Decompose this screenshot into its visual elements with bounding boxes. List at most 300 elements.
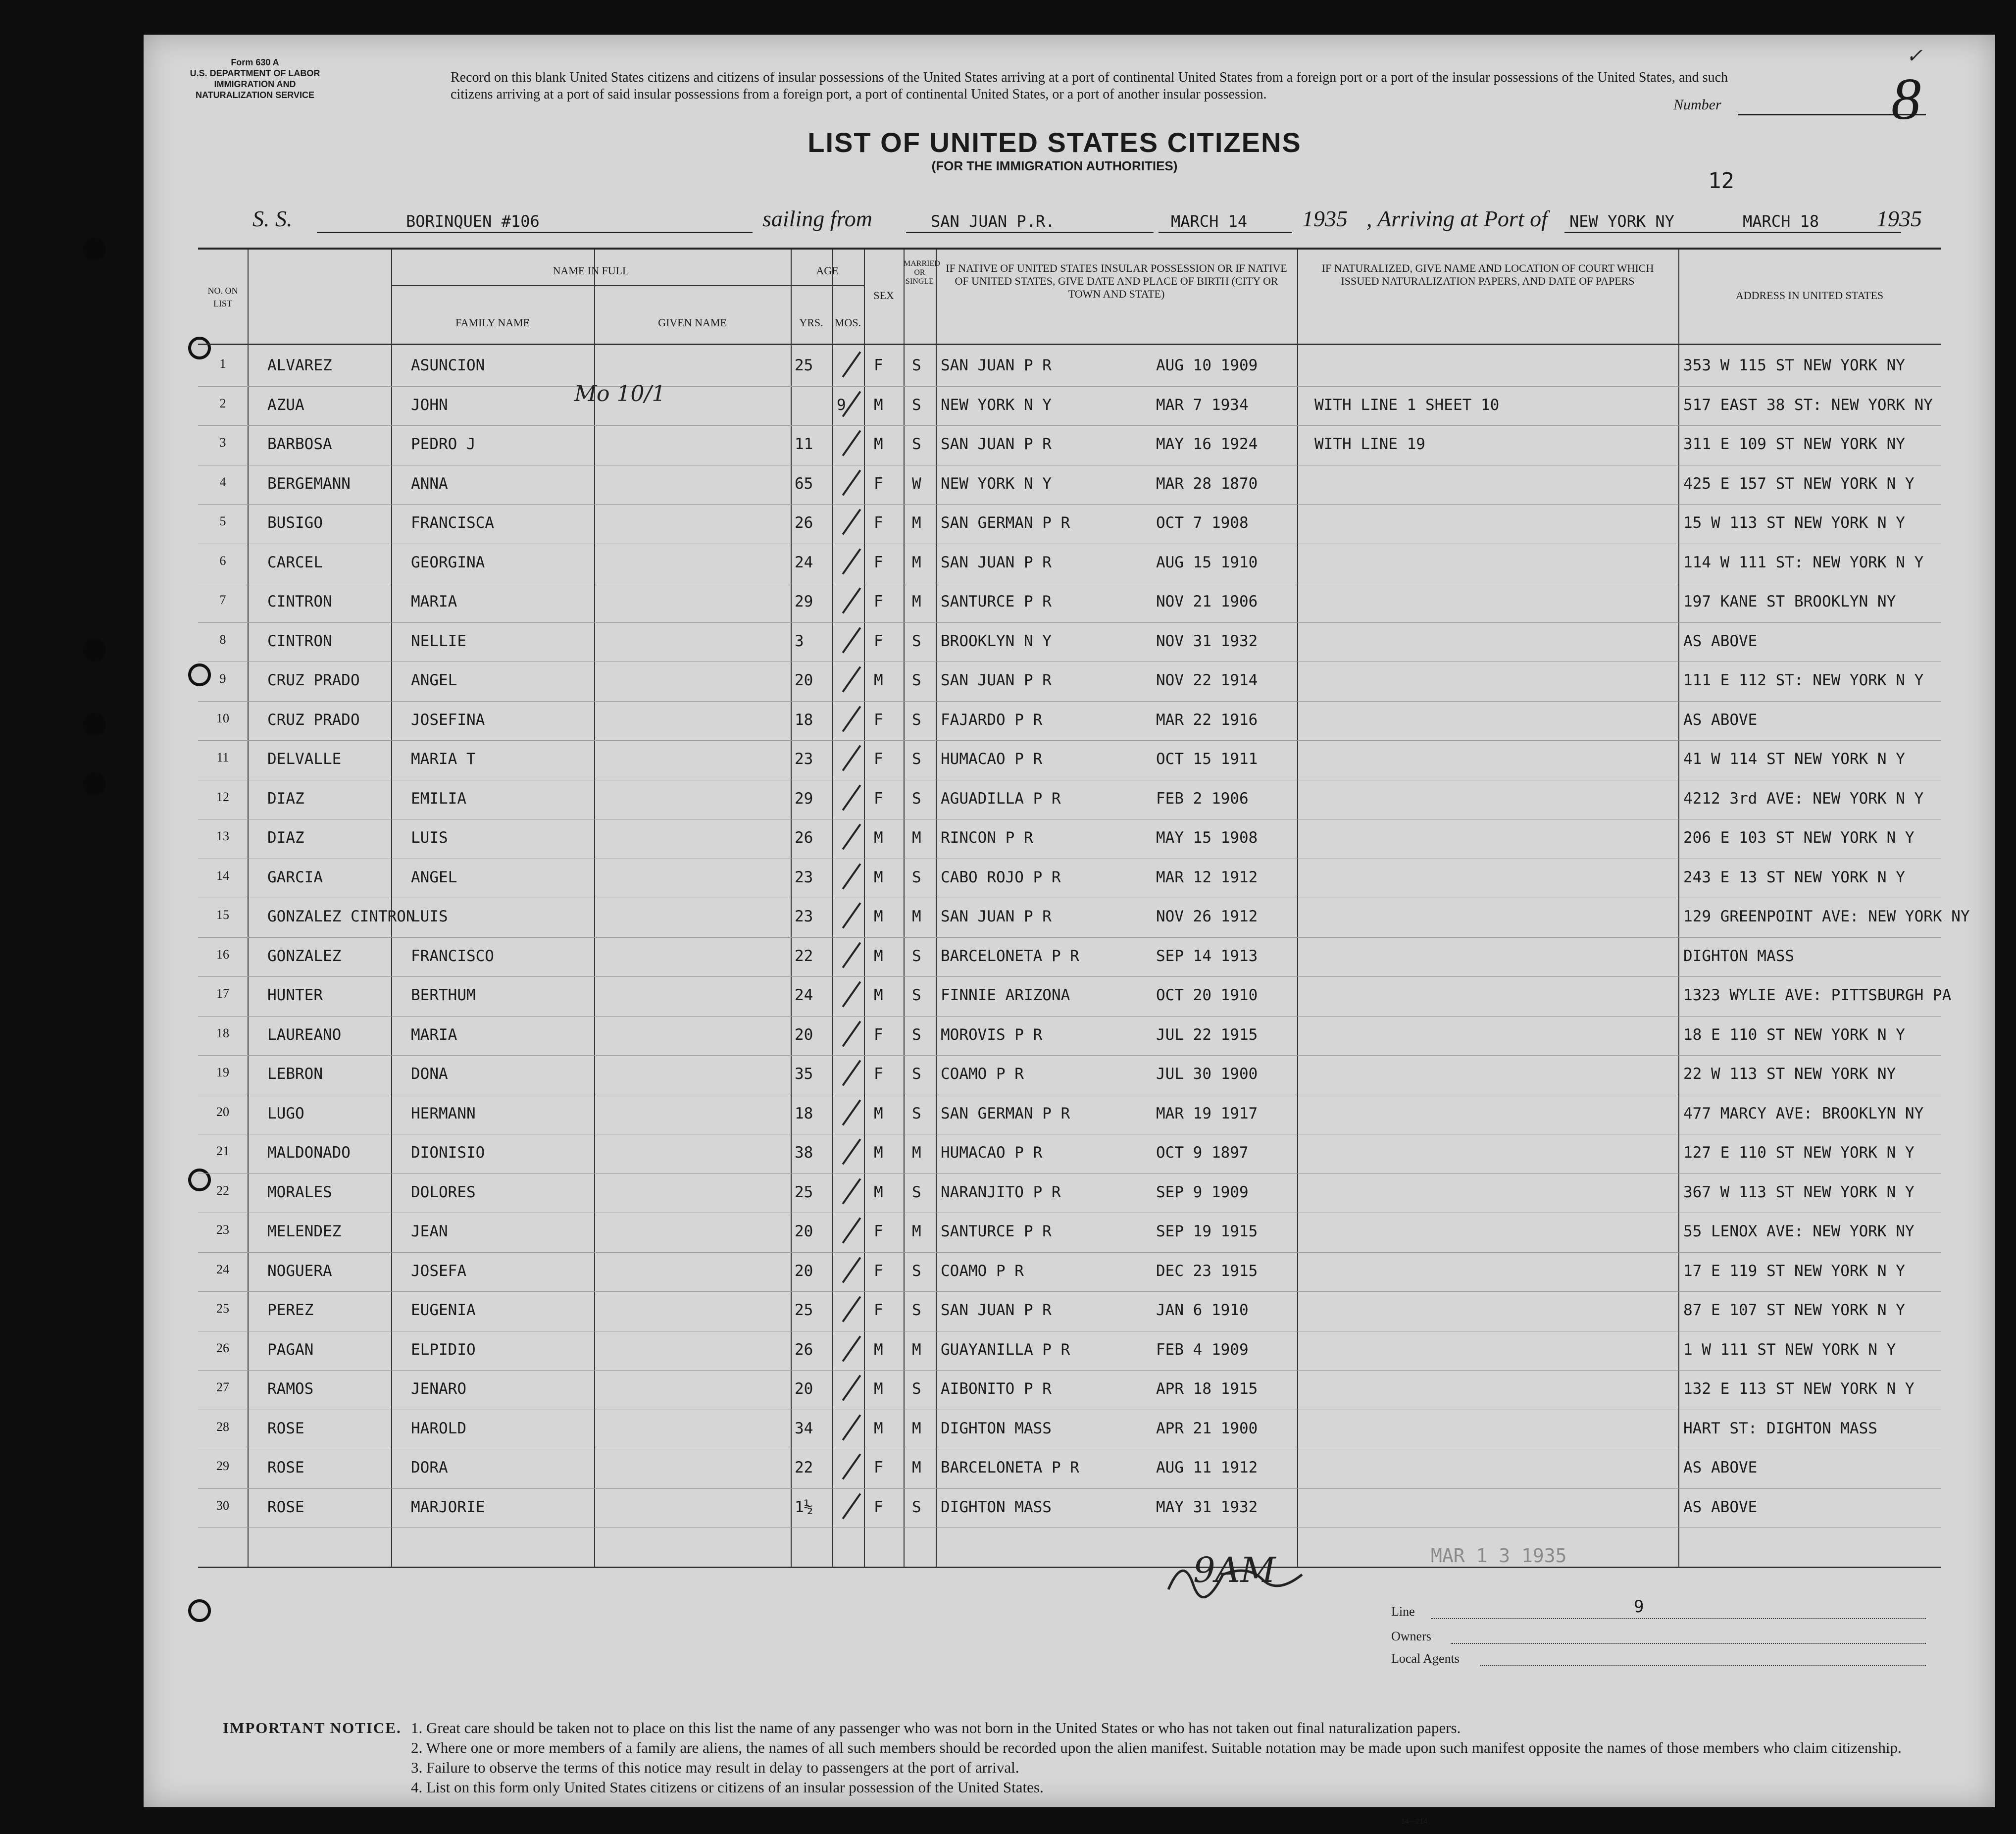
cell-addr: 4212 3rd AVE: NEW YORK N Y (1683, 789, 1924, 808)
cell-sex: M (874, 908, 883, 925)
cell-given: HERMANN (411, 1104, 476, 1122)
cell-date: SEP 14 1913 (1156, 947, 1258, 965)
line-value: 9 (1634, 1597, 1644, 1617)
cell-addr: 1323 WYLIE AVE: PITTSBURGH PA (1683, 986, 1952, 1004)
row-number: 23 (216, 1223, 229, 1237)
check-tick (842, 1099, 861, 1125)
cell-addr: AS ABOVE (1683, 711, 1758, 729)
cell-yrs: 25 (795, 1301, 813, 1319)
cell-addr: 55 LENOX AVE: NEW YORK NY (1683, 1223, 1915, 1240)
row-number: 12 (216, 789, 229, 804)
cell-sex: M (874, 1183, 883, 1201)
cell-addr: 127 E 110 ST NEW YORK N Y (1683, 1144, 1915, 1162)
cell-given: ELPIDIO (411, 1340, 476, 1359)
check-mark: ✓ (1906, 45, 1923, 67)
cell-place: HUMACAO P R (941, 1144, 1043, 1162)
cell-given: ANNA (411, 474, 448, 493)
department-line-3: NATURALIZATION SERVICE (195, 90, 314, 100)
table-row (198, 976, 1952, 1016)
binder-hole (83, 238, 106, 260)
cell-family: LEBRON (267, 1065, 323, 1083)
cell-addr: 1 W 111 ST NEW YORK N Y (1683, 1340, 1896, 1359)
row-number: 14 (216, 868, 229, 883)
manifest-page (144, 35, 1995, 1825)
check-tick (842, 863, 861, 889)
passenger-table (198, 248, 1970, 1568)
page-subtitle: (FOR THE IMMIGRATION AUTHORITIES) (931, 158, 1178, 173)
cell-date: MAR 12 1912 (1156, 868, 1258, 886)
check-tick (842, 784, 861, 811)
table-row (198, 1173, 1941, 1213)
cell-family: MALDONADO (267, 1144, 351, 1162)
cell-place: SAN JUAN P R (941, 671, 1052, 689)
check-tick (842, 1453, 861, 1479)
cell-ms: S (912, 750, 921, 768)
check-tick (842, 1257, 861, 1283)
cell-addr: AS ABOVE (1683, 1459, 1758, 1477)
cell-sex: M (874, 1419, 883, 1437)
table-row (198, 622, 1941, 662)
cell-family: CARCEL (267, 553, 323, 571)
row-number: 9 (219, 671, 226, 686)
cell-sex: M (874, 1380, 883, 1398)
cell-given: EMILIA (411, 789, 466, 808)
cell-place: SAN JUAN P R (941, 1301, 1052, 1319)
cell-date: JUL 22 1915 (1156, 1025, 1258, 1044)
row-number: 7 (219, 593, 226, 607)
line-label: Line (1391, 1604, 1415, 1619)
col-header-age: AGE (816, 264, 839, 277)
cell-addr: 15 W 113 ST NEW YORK N Y (1683, 514, 1905, 532)
row-number: 2 (219, 396, 226, 410)
cell-family: CINTRON (267, 593, 332, 611)
cell-sex: F (874, 750, 883, 768)
cell-ms: S (912, 947, 921, 965)
table-row (198, 465, 1941, 505)
cell-yrs: 25 (795, 357, 813, 374)
cell-place: NEW YORK N Y (941, 474, 1052, 493)
cell-ms: M (912, 1223, 921, 1240)
table-row (198, 1291, 1941, 1331)
table-row (198, 819, 1941, 859)
row-number: 11 (216, 750, 229, 764)
cell-place: FAJARDO P R (941, 711, 1043, 729)
col-header-address: ADDRESS IN UNITED STATES (1735, 289, 1884, 302)
cell-yrs: 18 (795, 711, 813, 729)
cell-addr: 41 W 114 ST NEW YORK N Y (1683, 750, 1905, 768)
from-line (906, 232, 1154, 233)
row-number: 16 (216, 947, 229, 962)
cell-sex: F (874, 553, 883, 571)
cell-yrs: 20 (795, 1223, 813, 1240)
row-number: 15 (216, 908, 229, 922)
check-tick (842, 548, 861, 574)
page-title: LIST OF UNITED STATES CITIZENS (807, 127, 1302, 158)
cell-place: CABO ROJO P R (941, 868, 1061, 886)
cell-family: CRUZ PRADO (267, 671, 360, 689)
cell-ms: S (912, 1380, 921, 1398)
cell-family: DIAZ (267, 789, 304, 808)
cell-ms: M (912, 829, 921, 847)
cell-ms: S (912, 986, 921, 1004)
table-row (198, 859, 1941, 898)
cell-place: BARCELONETA P R (941, 1459, 1079, 1477)
cell-addr: AS ABOVE (1683, 1498, 1758, 1516)
cell-family: BUSIGO (267, 514, 323, 532)
cell-sex: F (874, 1498, 883, 1516)
cell-given: LUIS (411, 908, 448, 925)
sail-date-line (1159, 232, 1292, 233)
cell-place: SAN GERMAN P R (941, 514, 1070, 532)
cell-ms: S (912, 1183, 921, 1201)
cell-date: NOV 21 1906 (1156, 593, 1258, 611)
cell-date: MAR 7 1934 (1156, 396, 1249, 414)
handwritten-initials: 9AM (1193, 1550, 1276, 1590)
table-row (198, 347, 1941, 386)
cell-place: COAMO P R (941, 1065, 1024, 1083)
cell-family: NOGUERA (267, 1262, 332, 1280)
binder-hole (83, 772, 106, 795)
cell-date: DEC 23 1915 (1156, 1262, 1258, 1280)
check-tick (842, 1296, 861, 1322)
row-number: 21 (216, 1144, 229, 1158)
cell-date: NOV 26 1912 (1156, 908, 1258, 925)
col-header-given: GIVEN NAME (658, 316, 727, 329)
notice-item-3: 3. Failure to observe the terms of this notice may result in delay to passengers at the port of arrival. (411, 1759, 1019, 1776)
cell-addr: 517 EAST 38 ST: NEW YORK NY (1683, 396, 1933, 414)
cell-family: GONZALEZ (267, 947, 342, 965)
check-tick (842, 745, 861, 771)
cell-addr: 114 W 111 ST: NEW YORK N Y (1683, 553, 1924, 571)
check-tick (842, 1178, 861, 1204)
cell-family: RAMOS (267, 1380, 314, 1398)
table-row (198, 1095, 1941, 1134)
cell-sex: M (874, 829, 883, 847)
cell-place: HUMACAO P R (941, 750, 1043, 768)
check-tick (842, 430, 861, 456)
sail-year: 1935 (1302, 206, 1348, 231)
cell-date: FEB 2 1906 (1156, 789, 1249, 808)
cell-given: GEORGINA (411, 553, 485, 571)
cell-place: DIGHTON MASS (941, 1419, 1052, 1437)
cell-family: GARCIA (267, 868, 323, 886)
sail-date: MARCH 14 (1171, 212, 1248, 231)
cell-family: MORALES (267, 1183, 332, 1201)
cell-yrs: 65 (795, 474, 813, 493)
row-number: 30 (216, 1498, 229, 1513)
col-header-married: MARRIED OR SINGLE (904, 259, 940, 286)
notice-heading: IMPORTANT NOTICE. (223, 1719, 402, 1736)
cell-yrs: 20 (795, 1025, 813, 1044)
table-row (198, 583, 1941, 622)
cell-nat: WITH LINE 1 SHEET 10 (1314, 396, 1500, 414)
cell-yrs: 25 (795, 1183, 813, 1201)
row-number: 13 (216, 829, 229, 843)
cell-addr: 367 W 113 ST NEW YORK N Y (1683, 1183, 1915, 1201)
cell-family: ROSE (267, 1498, 304, 1516)
check-tick (842, 469, 861, 496)
cell-family: HUNTER (267, 986, 323, 1004)
cell-yrs: 29 (795, 789, 813, 808)
cell-ms: S (912, 435, 921, 453)
cell-sex: M (874, 947, 883, 965)
cell-addr: 353 W 115 ST NEW YORK NY (1683, 357, 1905, 374)
notice-item-1: 1. Great care should be taken not to place on this list the name of any passenger who was not born in the United States or who has not taken out final naturalization papers. (411, 1719, 1461, 1736)
cell-sex: F (874, 711, 883, 729)
cell-addr: 22 W 113 ST NEW YORK NY (1683, 1065, 1896, 1083)
row-number: 3 (219, 435, 226, 450)
row-number: 27 (216, 1380, 229, 1394)
cell-sex: F (874, 1223, 883, 1240)
cell-place: GUAYANILLA P R (941, 1340, 1070, 1359)
footer-code: 14—214 (1401, 1817, 1427, 1825)
cell-sex: F (874, 593, 883, 611)
cell-yrs: 26 (795, 829, 813, 847)
cell-family: GONZALEZ CINTRON (267, 908, 415, 925)
cell-yrs: 22 (795, 947, 813, 965)
cell-place: MOROVIS P R (941, 1025, 1043, 1044)
table-row (198, 1134, 1941, 1173)
cell-yrs: 22 (795, 1459, 813, 1477)
cell-family: PAGAN (267, 1340, 314, 1359)
cell-given: JOSEFINA (411, 711, 485, 729)
cell-place: NEW YORK N Y (941, 396, 1052, 414)
cell-place: DIGHTON MASS (941, 1498, 1052, 1516)
important-notice (223, 1718, 1956, 1797)
cell-place: SANTURCE P R (941, 593, 1052, 611)
cell-given: MARIA T (411, 750, 476, 768)
cell-date: AUG 10 1909 (1156, 357, 1258, 374)
table-row (198, 937, 1941, 977)
cell-yrs: 20 (795, 1262, 813, 1280)
check-tick (842, 1060, 861, 1086)
cell-yrs: 11 (795, 435, 813, 453)
cell-ms: S (912, 357, 921, 374)
cell-given: FRANCISCO (411, 947, 494, 965)
cell-date: MAY 16 1924 (1156, 435, 1258, 453)
cell-ms: M (912, 1419, 921, 1437)
cell-sex: F (874, 1459, 883, 1477)
cell-family: LUGO (267, 1104, 304, 1122)
cell-family: ROSE (267, 1459, 304, 1477)
table-row (198, 425, 1941, 465)
cell-sex: F (874, 474, 883, 493)
sheet-number: 12 (1708, 168, 1734, 194)
cell-date: NOV 22 1914 (1156, 671, 1258, 689)
row-number: 1 (219, 357, 226, 371)
cell-ms: M (912, 593, 921, 611)
cell-given: DORA (411, 1459, 448, 1477)
table-row (198, 1410, 1941, 1449)
table-row (198, 1331, 1941, 1371)
cell-place: BROOKLYN N Y (941, 632, 1052, 650)
cell-place: COAMO P R (941, 1262, 1024, 1280)
to-port: NEW YORK NY (1569, 212, 1674, 231)
row-number: 19 (216, 1065, 229, 1079)
cell-given: DOLORES (411, 1183, 476, 1201)
cell-yrs: 18 (795, 1104, 813, 1122)
cell-date: MAR 28 1870 (1156, 474, 1258, 493)
check-tick (842, 902, 861, 928)
cell-yrs: 35 (795, 1065, 813, 1083)
cell-place: SAN GERMAN P R (941, 1104, 1070, 1122)
arrival-year: 1935 (1876, 206, 1922, 231)
check-tick (842, 706, 861, 732)
cell-family: ALVAREZ (267, 357, 332, 374)
table-row (198, 1252, 1941, 1292)
cell-date: MAR 19 1917 (1156, 1104, 1258, 1122)
cell-sex: M (874, 986, 883, 1004)
cell-addr: 425 E 157 ST NEW YORK N Y (1683, 474, 1915, 493)
cell-ms: S (912, 1262, 921, 1280)
handwritten-note: Mo 10/1 (574, 381, 666, 407)
cell-yrs: 3 (795, 632, 804, 650)
check-tick (842, 351, 861, 377)
row-number: 24 (216, 1262, 229, 1276)
handwritten-signature (1163, 1545, 1312, 1604)
ship-line (317, 232, 753, 233)
cell-given: EUGENIA (411, 1301, 476, 1319)
cell-date: APR 21 1900 (1156, 1419, 1258, 1437)
col-header-birth: IF NATIVE OF UNITED STATES INSULAR POSSESSION OR IF NATIVE OF UNITED STATES, GIVE DATE AND PLACE OF BIRTH (CITY OR TOWN AND STATE) (946, 262, 1287, 300)
col-header-no: NO. ON LIST (207, 286, 238, 308)
cell-given: MARIA (411, 593, 457, 611)
cell-mos: 9 (837, 396, 846, 414)
cell-date: OCT 15 1911 (1156, 750, 1258, 768)
cell-date: OCT 7 1908 (1156, 514, 1249, 532)
to-port-line (1564, 232, 1901, 233)
cell-yrs: 38 (795, 1144, 813, 1162)
sailing-label: sailing from (762, 206, 872, 231)
cell-given: NELLIE (411, 632, 466, 650)
number-value: 8 (1891, 66, 1921, 132)
local-agents-label: Local Agents (1391, 1651, 1460, 1666)
cell-addr: 477 MARCY AVE: BROOKLYN NY (1683, 1104, 1924, 1122)
cell-ms: W (912, 474, 921, 493)
binder-hole (188, 1599, 211, 1622)
cell-family: DIAZ (267, 829, 304, 847)
col-header-family: FAMILY NAME (455, 316, 530, 329)
cell-addr: 111 E 112 ST: NEW YORK N Y (1683, 671, 1924, 689)
cell-given: JOHN (411, 396, 448, 414)
cell-family: BARBOSA (267, 435, 332, 453)
cell-addr: 243 E 13 ST NEW YORK N Y (1683, 868, 1905, 886)
cell-place: SAN JUAN P R (941, 908, 1052, 925)
cell-family: CINTRON (267, 632, 332, 650)
cell-date: APR 18 1915 (1156, 1380, 1258, 1398)
cell-place: FINNIE ARIZONA (941, 986, 1070, 1004)
table-row (198, 1055, 1941, 1095)
ship-name: BORINQUEN #106 (406, 212, 540, 231)
row-number: 18 (216, 1025, 229, 1040)
cell-given: ASUNCION (411, 357, 485, 374)
binder-hole (83, 639, 106, 662)
cell-ms: S (912, 1104, 921, 1122)
check-tick (842, 1414, 861, 1440)
cell-given: ANGEL (411, 868, 457, 886)
cell-sex: M (874, 396, 883, 414)
table-row (198, 1016, 1941, 1056)
cell-sex: F (874, 357, 883, 374)
cell-addr: 18 E 110 ST NEW YORK N Y (1683, 1025, 1905, 1044)
cell-date: MAR 22 1916 (1156, 711, 1258, 729)
cell-family: CRUZ PRADO (267, 711, 360, 729)
check-tick (842, 1217, 861, 1243)
row-number: 29 (216, 1459, 229, 1473)
cell-addr: 87 E 107 ST NEW YORK N Y (1683, 1301, 1905, 1319)
cell-place: BARCELONETA P R (941, 947, 1079, 965)
check-tick (842, 666, 861, 692)
table-row (198, 1449, 1941, 1488)
notice-item-2: 2. Where one or more members of a family are aliens, the names of all such members should be recorded upon the alien manifest. Suitable notation may be made upon such manifest opposite the names of those members who claim citizenship. (411, 1739, 1902, 1756)
cell-ms: S (912, 396, 921, 414)
cell-ms: S (912, 1065, 921, 1083)
cell-ms: S (912, 1301, 921, 1319)
cell-family: MELENDEZ (267, 1223, 342, 1240)
cell-given: MARJORIE (411, 1498, 485, 1516)
table-row (198, 1488, 1941, 1528)
cell-ms: S (912, 711, 921, 729)
cell-given: LUIS (411, 829, 448, 847)
cell-ms: M (912, 1340, 921, 1359)
cell-ms: S (912, 1498, 921, 1516)
cell-yrs: 34 (795, 1419, 813, 1437)
cell-yrs: 26 (795, 1340, 813, 1359)
table-row (198, 1213, 1941, 1252)
row-number: 17 (216, 986, 229, 1001)
cell-addr: 132 E 113 ST NEW YORK N Y (1683, 1380, 1915, 1398)
cell-date: MAY 31 1932 (1156, 1498, 1258, 1516)
cell-family: PEREZ (267, 1301, 314, 1319)
department-line-2: IMMIGRATION AND (214, 79, 296, 89)
cell-place: SAN JUAN P R (941, 435, 1052, 453)
row-number: 5 (219, 514, 226, 528)
cell-addr: 129 GREENPOINT AVE: NEW YORK NY (1683, 908, 1970, 925)
cell-sex: M (874, 435, 883, 453)
cell-yrs: 23 (795, 750, 813, 768)
cell-date: JUL 30 1900 (1156, 1065, 1258, 1083)
cell-given: DIONISIO (411, 1144, 485, 1162)
table-row (198, 898, 1970, 937)
cell-ms: S (912, 868, 921, 886)
cell-ms: M (912, 553, 921, 571)
row-number: 8 (219, 632, 226, 647)
row-number: 25 (216, 1301, 229, 1316)
row-number: 26 (216, 1340, 229, 1355)
cell-place: SANTURCE P R (941, 1223, 1052, 1240)
cell-addr: 17 E 119 ST NEW YORK N Y (1683, 1262, 1905, 1280)
cell-sex: M (874, 1144, 883, 1162)
cell-ms: S (912, 789, 921, 808)
cell-sex: F (874, 632, 883, 650)
cell-place: AIBONITO P R (941, 1380, 1052, 1398)
cell-sex: F (874, 1025, 883, 1044)
cell-given: FRANCISCA (411, 514, 494, 532)
cell-ms: M (912, 908, 921, 925)
table-row (198, 1370, 1941, 1410)
check-tick (842, 1493, 861, 1519)
cell-yrs: 24 (795, 986, 813, 1004)
table-row (198, 780, 1941, 819)
cell-addr: 311 E 109 ST NEW YORK NY (1683, 435, 1905, 453)
col-header-name: NAME IN FULL (553, 264, 629, 277)
cell-date: AUG 15 1910 (1156, 553, 1258, 571)
cell-sex: M (874, 868, 883, 886)
cell-place: SAN JUAN P R (941, 553, 1052, 571)
cell-sex: M (874, 671, 883, 689)
cell-given: JOSEFA (411, 1262, 466, 1280)
from-port: SAN JUAN P.R. (931, 212, 1055, 231)
